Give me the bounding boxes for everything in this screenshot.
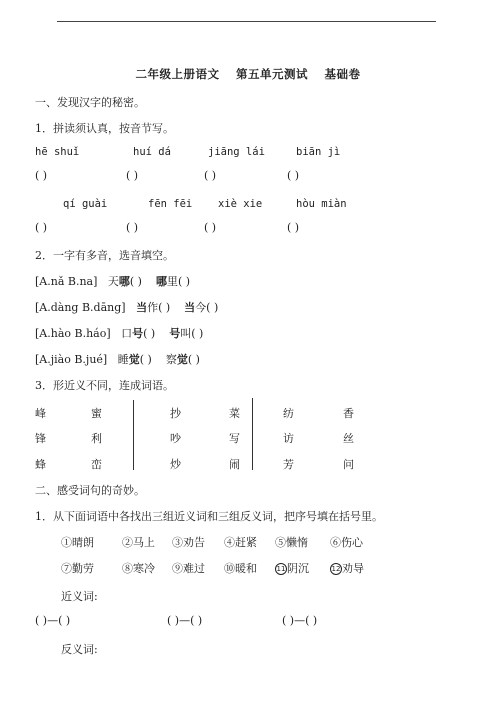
match-char[interactable]: 菜 [229, 407, 242, 420]
target-char: 当 [136, 301, 148, 314]
pinyin-options: [A.jiào B.jué] [35, 353, 108, 366]
synonyms-label: 近义词: [61, 590, 98, 603]
q3-prompt: 3．形近义不同，连成词语。 [35, 379, 174, 392]
match-char[interactable]: 纺 [283, 407, 296, 420]
match-char[interactable]: 峦 [91, 458, 104, 471]
word-option: ②马上 [122, 536, 155, 549]
title-grade: 二年级上册语文 [135, 67, 220, 81]
answer-blank[interactable]: ( ) [143, 327, 156, 340]
match-char[interactable]: 蜂 [35, 458, 48, 471]
answer-blank[interactable]: ( ) [191, 327, 204, 340]
match-char[interactable]: 写 [229, 432, 242, 445]
polyphone-row [35, 351, 200, 367]
answer-blank[interactable]: ( ) [126, 221, 139, 234]
pinyin-5: qí guài [63, 198, 108, 210]
column-divider [252, 398, 253, 470]
pinyin-3: jiāng lái [208, 146, 265, 158]
match-char[interactable]: 蜜 [91, 407, 104, 420]
word-text: 睡 [117, 353, 129, 366]
answer-blank[interactable]: ( ) [287, 221, 300, 234]
match-char[interactable]: 峰 [35, 407, 48, 420]
pinyin-7: xiè xie [218, 198, 263, 210]
word-option: ⑨难过 [172, 562, 205, 575]
section2-heading: 二、感受词句的奇妙。 [35, 484, 145, 497]
word-option: ④赶紧 [224, 536, 257, 549]
pinyin-4: biān jì [296, 146, 341, 158]
polyphone-row [35, 299, 218, 315]
target-char: 觉 [176, 353, 188, 366]
pair-blank[interactable]: ( )—( ) [282, 614, 318, 627]
polyphone-row [35, 325, 203, 341]
title-unit: 第五单元测试 [236, 67, 308, 81]
answer-blank[interactable]: ( ) [204, 169, 217, 182]
pinyin-2: huí dá [133, 146, 171, 158]
match-char[interactable]: 吵 [170, 432, 183, 445]
title-level: 基础卷 [324, 67, 361, 81]
match-char[interactable]: 丝 [343, 432, 356, 445]
match-char[interactable]: 闹 [229, 458, 242, 471]
target-char: 哪 [118, 275, 130, 288]
match-char[interactable]: 炒 [170, 458, 183, 471]
word-text: 察 [165, 353, 177, 366]
match-char[interactable]: 香 [343, 407, 356, 420]
answer-blank[interactable]: ( ) [187, 353, 200, 366]
answer-blank[interactable]: ( ) [204, 221, 217, 234]
match-char[interactable]: 抄 [170, 407, 183, 420]
word-text: 里 [166, 275, 178, 288]
answer-blank[interactable]: ( ) [177, 275, 191, 288]
pinyin-1: hē shuǐ [35, 146, 80, 158]
pinyin-6: fēn fēi [148, 198, 193, 210]
answer-blank[interactable]: ( ) [35, 221, 48, 234]
word-text: 叫 [180, 327, 192, 340]
word-text: 作 [147, 301, 159, 314]
pinyin-options: [A.dàng B.dāng] [35, 301, 126, 314]
circled-number: 11 [276, 565, 286, 573]
target-char: 号 [132, 327, 144, 340]
answer-blank[interactable]: ( ) [35, 169, 48, 182]
circled-number: 12 [331, 565, 341, 573]
q1-prompt: 1．拼读须认真，按音节写。 [35, 122, 174, 135]
page-title [0, 66, 496, 82]
section1-heading: 一、发现汉字的秘密。 [35, 96, 145, 109]
word-option: 11 阴沉 [276, 562, 309, 575]
pair-blank[interactable]: ( )—( ) [35, 614, 71, 627]
word-option: ⑥伤心 [330, 536, 363, 549]
word-option: ⑦勤劳 [61, 562, 94, 575]
word-option: ⑤懒惰 [275, 536, 308, 549]
word-option: ③劝告 [172, 536, 205, 549]
match-char[interactable]: 问 [343, 458, 356, 471]
target-char: 当 [184, 301, 196, 314]
match-char[interactable]: 锋 [35, 432, 48, 445]
answer-blank[interactable]: ( ) [158, 301, 171, 314]
top-rule [57, 21, 436, 22]
pinyin-options: [A.hào B.háo] [35, 327, 111, 340]
word-text: 口 [121, 327, 133, 340]
word-option: ①晴朗 [61, 536, 94, 549]
polyphone-row [35, 273, 190, 289]
word-option: ⑩暖和 [224, 562, 257, 575]
target-char: 号 [169, 327, 181, 340]
match-char[interactable]: 利 [91, 432, 104, 445]
column-divider [133, 400, 134, 470]
answer-blank[interactable]: ( ) [126, 169, 139, 182]
target-char: 哪 [155, 275, 167, 288]
word-option: ⑧寒冷 [122, 562, 155, 575]
answer-blank[interactable]: ( ) [139, 353, 152, 366]
q2-prompt: 2．一字有多音，选音填空。 [35, 249, 174, 262]
answer-blank[interactable]: ( ) [129, 275, 142, 288]
antonyms-label: 反义词: [61, 643, 98, 656]
pinyin-8: hòu miàn [296, 198, 347, 210]
word-text: 天 [107, 275, 119, 288]
answer-blank[interactable]: ( ) [287, 169, 300, 182]
match-char[interactable]: 访 [283, 432, 296, 445]
pinyin-options: [A.nǎ B.na] [35, 275, 98, 288]
answer-blank[interactable]: ( ) [206, 301, 219, 314]
target-char: 觉 [128, 353, 140, 366]
word-text: 今 [195, 301, 207, 314]
word-option: 12 劝导 [331, 562, 364, 575]
match-char[interactable]: 芳 [283, 458, 296, 471]
pair-blank[interactable]: ( )—( ) [167, 614, 203, 627]
s2-q1-prompt: 1．从下面词语中各找出三组近义词和三组反义词，把序号填在括号里。 [35, 510, 383, 523]
